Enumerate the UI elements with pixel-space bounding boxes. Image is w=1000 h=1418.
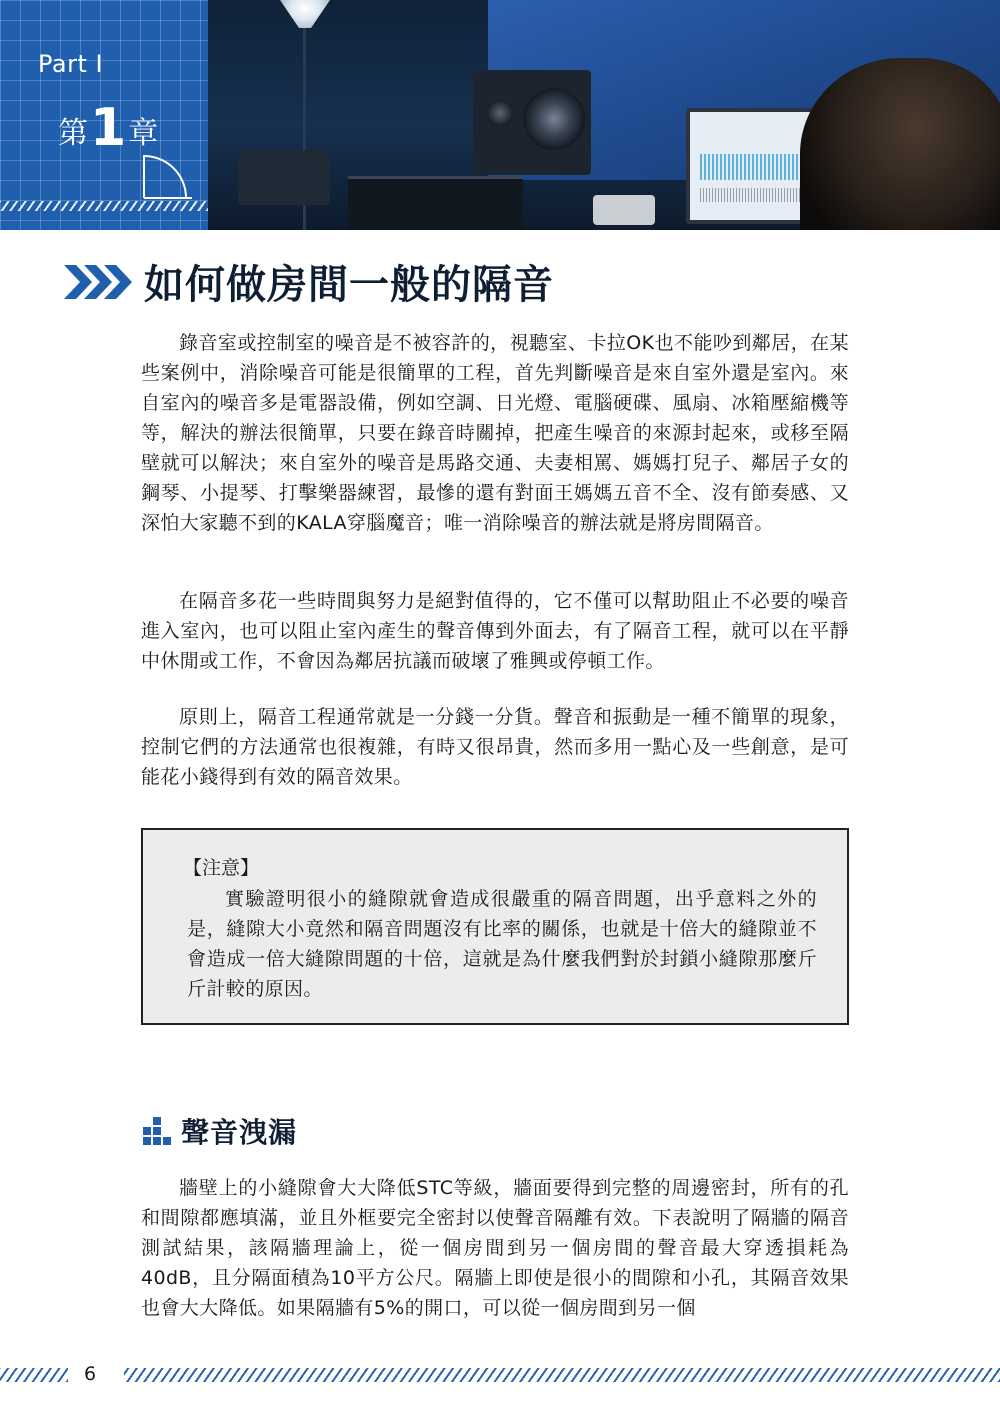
chapter-header <box>0 0 1000 230</box>
section-paragraph: 牆壁上的小縫隙會大大降低STC等級，牆面要得到完整的周邊密封，所有的孔和間隙都應填滿，並且外框要完全密封以使聲音隔離有效。下表說明了隔牆的隔音測試結果，該隔牆理論上，從一個房間到另一個房間的聲音最大穿透損耗為40dB，且分隔面積為10平方公尺。隔牆上即使是很小的間隙和小孔，其隔音效果也會大大降低。如果隔牆有5%的開口，可以從一個房間到另一個 <box>141 1177 849 1319</box>
photo-device <box>593 195 655 225</box>
chevrons-icon <box>64 263 132 301</box>
note-box <box>141 828 849 1025</box>
footer-hatch-left <box>0 1368 68 1382</box>
door-arc-icon <box>140 152 196 200</box>
note-title: 【注意】 <box>183 857 260 879</box>
speaker-cone <box>523 88 585 150</box>
photo-lamp <box>280 0 330 28</box>
photo-laptop <box>348 176 523 230</box>
paragraph-1: 錄音室或控制室的噪音是不被容許的，視聽室、卡拉OK也不能吵到鄰居，在某些案例中，消除噪音可能是很簡單的工程，首先判斷噪音是來自室外還是室內。來自室內的噪音多是電器設備，例如空調、日光燈、電腦硬碟、風扇、冰箱壓縮機等等，解決的辦法很簡單，只要在錄音時關掉，把產生噪音的來源封起來，或移至隔壁就可以解決；來自室外的噪音是馬路交通、夫妻相罵、媽媽打兒子、鄰居子女的鋼琴、小提琴、打擊樂器練習，最慘的還有對面王媽媽五音不全、沒有節奏感、又深怕大家聽不到的KALA穿腦魔音；唯一消除噪音的辦法就是將房間隔音。 <box>141 332 849 534</box>
page-title: 如何做房間一般的隔音 <box>144 262 554 308</box>
note-body: 實驗證明很小的縫隙就會造成很嚴重的隔音問題，出乎意料之外的是，縫隙大小竟然和隔音問題沒有比率的關係，也就是十倍大的縫隙並不會造成一倍大縫隙問題的十倍，這就是為什麼我們對於封鎖小縫隙那麼斤斤計較的原因。 <box>187 888 817 1000</box>
main-heading <box>64 253 554 310</box>
chapter-tab <box>0 0 208 230</box>
photo-speaker <box>473 70 591 175</box>
footer-hatch-right <box>124 1368 1000 1382</box>
chapter-number: 1 <box>90 98 127 158</box>
page-number: 6 <box>84 1363 97 1385</box>
photo-equipment <box>238 150 330 205</box>
header-hatch <box>0 201 208 211</box>
part-label: Part I <box>38 50 104 78</box>
paragraph-2: 在隔音多花一些時間與努力是絕對值得的，它不僅可以幫助阻止不必要的噪音進入室內，也可以阻止室內產生的聲音傳到外面去，有了隔音工程，就可以在平靜中休閒或工作，不會因為鄰居抗議而破壞了雅興或停頓工作。 <box>141 590 849 672</box>
paragraph-3: 原則上，隔音工程通常就是一分錢一分貨。聲音和振動是一種不簡單的現象，控制它們的方法通常也很複雜，有時又很昂貴，然而多用一點心及一些創意，是可能花小錢得到有效的隔音效果。 <box>141 706 849 788</box>
section-heading <box>141 1111 297 1151</box>
chapter-prefix: 第 <box>58 116 88 151</box>
photo-person <box>800 58 1000 230</box>
blocks-icon <box>141 1115 173 1147</box>
chapter-label <box>58 100 158 156</box>
chapter-suffix: 章 <box>128 116 159 151</box>
section-title: 聲音洩漏 <box>181 1116 298 1149</box>
speaker-tweeter <box>487 100 513 126</box>
studio-photo <box>208 0 1000 230</box>
